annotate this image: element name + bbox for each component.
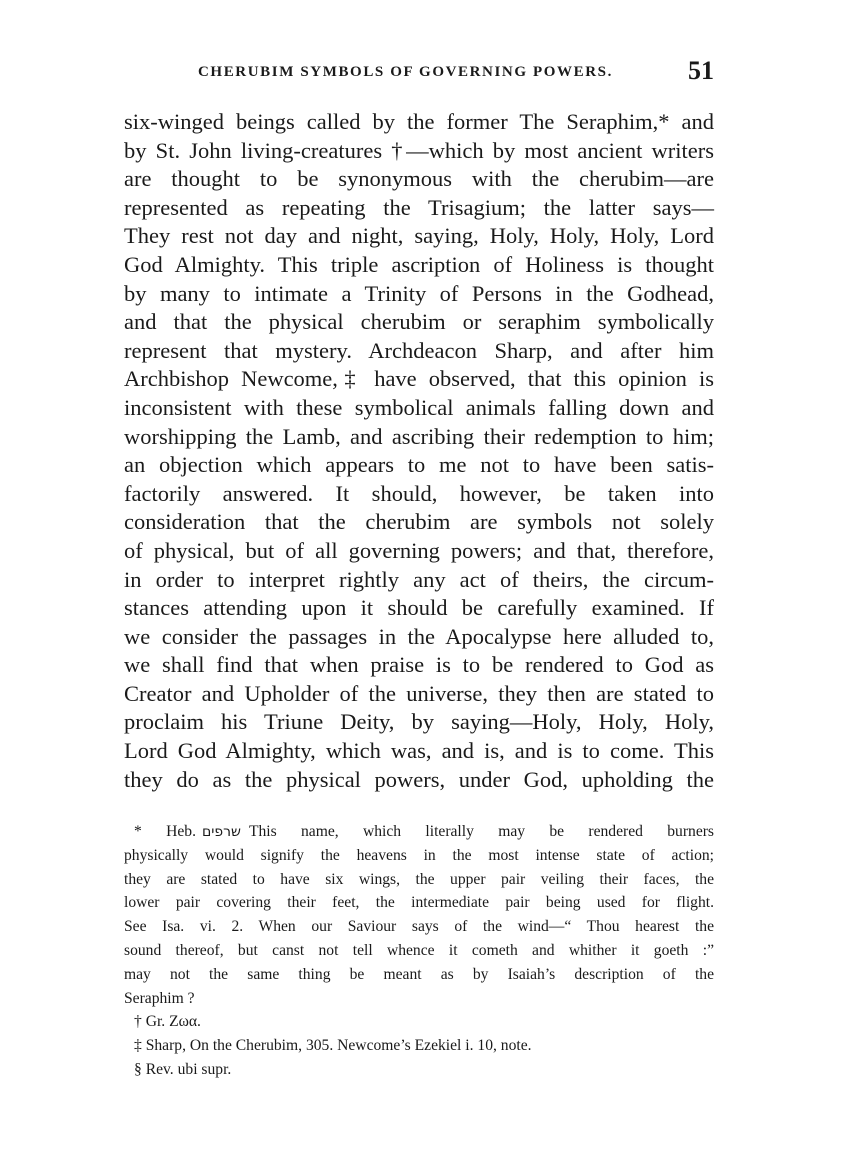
page-header bbox=[124, 56, 714, 90]
footnote-text: This name, which literally may be rendered burners bbox=[248, 823, 714, 840]
body-line: consideration that the cherubim are symbols not solely bbox=[124, 509, 714, 535]
body-line: of physical, but of all governing powers; and that, therefore, bbox=[124, 537, 714, 563]
body-line: Creator and Upholder of the universe, they then are stated to bbox=[124, 680, 714, 706]
body-line: by many to intimate a Trinity of Persons in the Godhead, bbox=[124, 280, 714, 306]
body-line: inconsistent with these symbolical animals falling down and bbox=[124, 394, 714, 420]
footnote-marker: * Heb. bbox=[134, 823, 196, 840]
page-number: 51 bbox=[688, 56, 714, 85]
footnote-4-text: § Rev. ubi supr. bbox=[134, 1060, 232, 1078]
body-line: and that the physical cherubim or seraphim symbolically bbox=[124, 309, 714, 335]
body-line: by St. John living-creatures †—which by most ancient writers bbox=[124, 137, 714, 163]
hebrew-word: שרפים bbox=[201, 824, 241, 840]
footnotes bbox=[124, 820, 714, 1082]
body-line: six-winged beings called by the former The Seraphim,* and bbox=[124, 109, 714, 134]
body-line: we consider the passages in the Apocalypse here alluded to, bbox=[124, 623, 714, 649]
body-text bbox=[124, 108, 714, 794]
body-line: an objection which appears to me not to have been satis- bbox=[124, 452, 714, 478]
footnote-line: physically would signify the heavens in the most intense state of action; bbox=[124, 846, 714, 864]
footnote-3-text: ‡ Sharp, On the Cherubim, 305. Newcome’s Ezekiel i. 10, note. bbox=[134, 1037, 532, 1055]
body-line: represent that mystery. Archdeacon Sharp, and after him bbox=[124, 337, 714, 363]
footnote-2-text: † Gr. Ζωα. bbox=[134, 1013, 201, 1031]
footnote-line: sound thereof, but canst not tell whence it cometh and whither it goeth :” bbox=[124, 941, 714, 959]
body-line: Archbishop Newcome,‡ have observed, that this opinion is bbox=[124, 366, 714, 392]
footnote-3 bbox=[124, 1034, 714, 1058]
body-line: are thought to be synonymous with the cherubim—are bbox=[124, 166, 714, 192]
body-line: God Almighty. This triple ascription of Holiness is thought bbox=[124, 251, 714, 277]
body-line: factorily answered. It should, however, be taken into bbox=[124, 480, 714, 506]
body-line: Lord God Almighty, which was, and is, and is to come. This bbox=[124, 738, 714, 764]
footnote-line: may not the same thing be meant as by Isaiah’s description of the bbox=[124, 965, 714, 983]
running-head: CHERUBIM SYMBOLS OF GOVERNING POWERS. bbox=[198, 64, 613, 80]
body-line: represented as repeating the Trisagium; the latter says— bbox=[124, 194, 714, 220]
body-line: worshipping the Lamb, and ascribing their redemption to him; bbox=[124, 423, 714, 449]
footnote-line: Seraphim ? bbox=[124, 989, 195, 1007]
footnote-1-first-line bbox=[124, 820, 714, 844]
footnote-2 bbox=[124, 1010, 714, 1034]
body-line: stances attending upon it should be carefully examined. If bbox=[124, 595, 714, 621]
body-line: They rest not day and night, saying, Holy, Holy, Holy, Lord bbox=[124, 223, 714, 249]
body-line: they do as the physical powers, under God, upholding the bbox=[124, 766, 714, 792]
body-line: proclaim his Triune Deity, by saying—Holy, Holy, Holy, bbox=[124, 709, 714, 735]
footnote-line: lower pair covering their feet, the intermediate pair being used for flight. bbox=[124, 894, 714, 912]
footnote-line: See Isa. vi. 2. When our Saviour says of the wind—“ Thou hearest the bbox=[124, 918, 714, 936]
body-line: in order to interpret rightly any act of theirs, the circum- bbox=[124, 566, 714, 592]
footnote-4 bbox=[124, 1058, 714, 1082]
footnote-line: they are stated to have six wings, the upper pair veiling their faces, the bbox=[124, 870, 714, 888]
body-line: we shall find that when praise is to be rendered to God as bbox=[124, 652, 714, 678]
